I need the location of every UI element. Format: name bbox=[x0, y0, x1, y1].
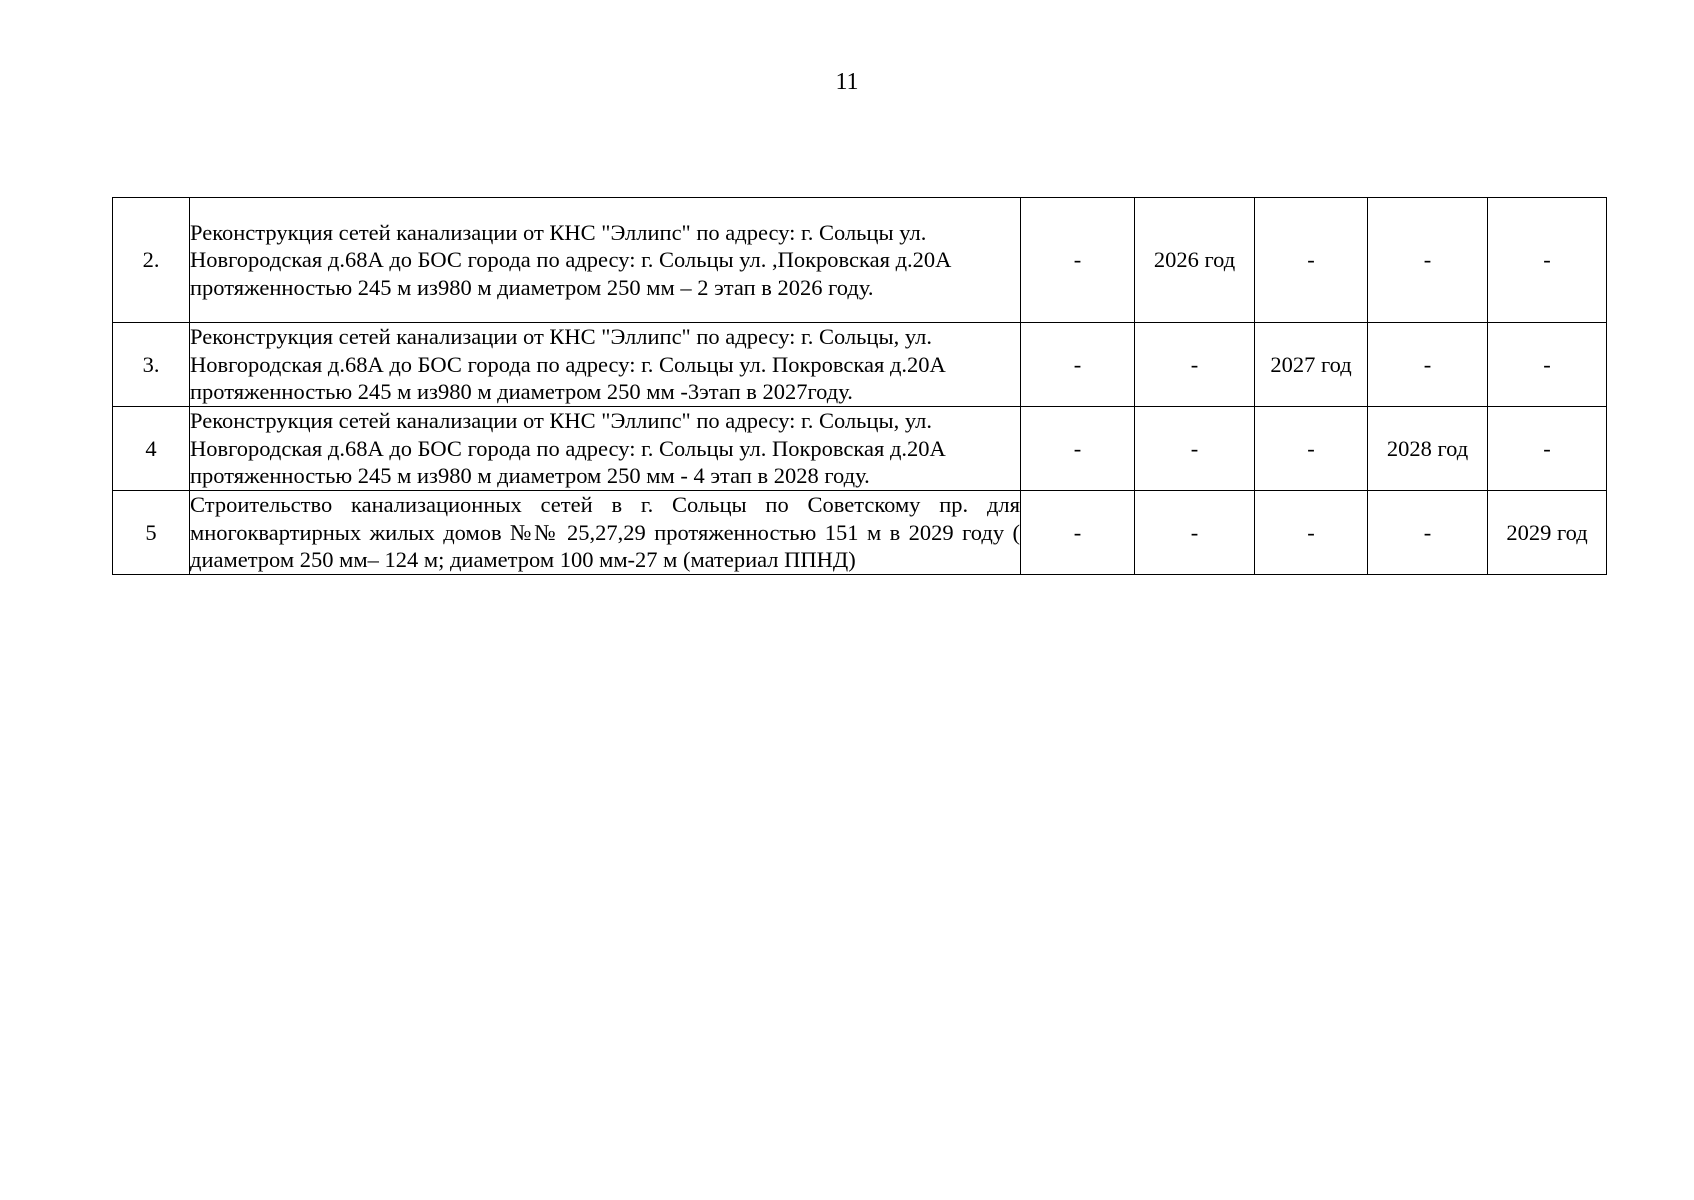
table-row bbox=[113, 323, 1607, 407]
year-cell: - bbox=[1368, 491, 1488, 575]
year-cell: - bbox=[1135, 323, 1255, 407]
row-number: 2. bbox=[113, 198, 190, 323]
row-number: 4 bbox=[113, 407, 190, 491]
row-number: 5 bbox=[113, 491, 190, 575]
work-description: Реконструкция сетей канализации от КНС "Эллипс" по адресу: г. Сольцы ул. Новгородская д.68А до БОС города по адресу: г. Сольцы ул. ,Покровская д.20А протяженностью 245 м из980 м диаметром 250 мм – 2 этап в 2026 году. bbox=[190, 198, 1021, 323]
year-cell: - bbox=[1021, 491, 1135, 575]
year-cell: - bbox=[1255, 407, 1368, 491]
year-cell: 2026 год bbox=[1135, 198, 1255, 323]
year-cell: 2027 год bbox=[1255, 323, 1368, 407]
row-number: 3. bbox=[113, 323, 190, 407]
year-cell: - bbox=[1255, 198, 1368, 323]
year-cell: - bbox=[1368, 323, 1488, 407]
year-cell: 2028 год bbox=[1368, 407, 1488, 491]
year-cell: - bbox=[1021, 323, 1135, 407]
year-cell: 2029 год bbox=[1488, 491, 1607, 575]
table-row bbox=[113, 491, 1607, 575]
works-schedule-table bbox=[112, 197, 1607, 575]
year-cell: - bbox=[1255, 491, 1368, 575]
year-cell: - bbox=[1488, 407, 1607, 491]
table-row bbox=[113, 407, 1607, 491]
work-description: Реконструкция сетей канализации от КНС "Эллипс" по адресу: г. Сольцы, ул. Новгородская д.68А до БОС города по адресу: г. Сольцы ул. Покровская д.20А протяженностью 245 м из980 м диаметром 250 мм -3этап в 2027году. bbox=[190, 323, 1021, 407]
year-cell: - bbox=[1135, 491, 1255, 575]
table-row bbox=[113, 198, 1607, 323]
year-cell: - bbox=[1488, 198, 1607, 323]
work-description: Реконструкция сетей канализации от КНС "Эллипс" по адресу: г. Сольцы, ул. Новгородская д.68А до БОС города по адресу: г. Сольцы ул. Покровская д.20А протяженностью 245 м из980 м диаметром 250 мм - 4 этап в 2028 году. bbox=[190, 407, 1021, 491]
work-description: Строительство канализационных сетей в г. Сольцы по Советскому пр. для многоквартирных жилых домов №№ 25,27,29 протяженностью 151 м в 2029 году ( диаметром 250 мм– 124 м; диаметром 100 мм-27 м (материал ППНД) bbox=[190, 491, 1021, 575]
year-cell: - bbox=[1488, 323, 1607, 407]
year-cell: - bbox=[1135, 407, 1255, 491]
year-cell: - bbox=[1021, 407, 1135, 491]
year-cell: - bbox=[1021, 198, 1135, 323]
year-cell: - bbox=[1368, 198, 1488, 323]
page-number: 11 bbox=[835, 69, 859, 95]
